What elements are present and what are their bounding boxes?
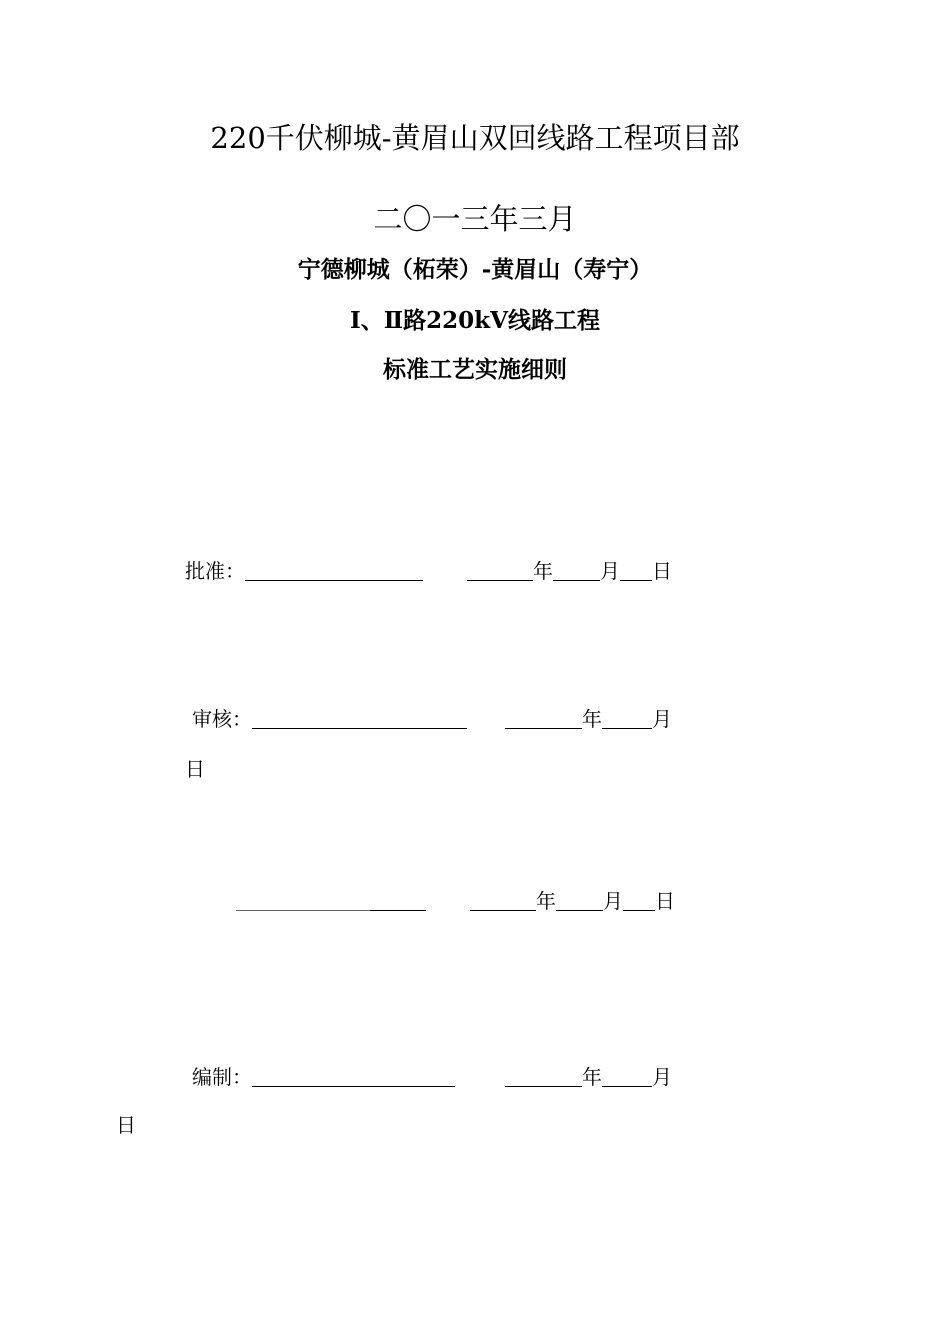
day-label: 日 [655,889,675,913]
compile-row [192,1066,672,1087]
approve-year-field[interactable] [467,560,533,581]
month-label: 月 [652,1065,672,1089]
year-label: 年 [582,707,602,731]
approve-label: 批准： [185,559,245,583]
review-label: 审核： [192,707,252,731]
compile-label: 编制： [192,1065,252,1089]
review-day-label: 日 [185,757,205,781]
year-label: 年 [536,889,556,913]
approve-day-field[interactable] [620,560,652,581]
year-label: 年 [533,559,553,583]
month-label: 月 [603,889,623,913]
title-line-3: 标准工艺实施细则 [383,356,567,383]
unlabeled-day-field[interactable] [623,890,655,911]
compile-year-field[interactable] [505,1066,582,1087]
approve-signature-field[interactable] [245,560,423,581]
unlabeled-signature-field[interactable] [370,890,426,911]
title-line-2: Ⅰ、Ⅱ路220kV线路工程 [350,307,600,334]
review-month-field[interactable] [602,708,652,729]
compile-day-label: 日 [116,1113,136,1137]
compile-signature-field[interactable] [252,1066,455,1087]
organization-title: 220千伏柳城-黄眉山双回线路工程项目部 [210,121,740,155]
approve-row [185,560,672,581]
review-year-field[interactable] [505,708,582,729]
unlabeled-month-field[interactable] [556,890,603,911]
month-label: 月 [652,707,672,731]
month-label: 月 [600,559,620,583]
year-label: 年 [582,1065,602,1089]
day-label: 日 [652,559,672,583]
document-date: 二〇一三年三月 [373,202,577,236]
title-line-1: 宁德柳城（柘荣）-黄眉山（寿宁） [297,256,653,283]
unlabeled-row [236,890,675,911]
unlabeled-signature-field-light[interactable] [236,890,370,911]
compile-month-field[interactable] [602,1066,652,1087]
review-row [192,708,672,729]
review-signature-field[interactable] [252,708,467,729]
unlabeled-year-field[interactable] [470,890,536,911]
approve-month-field[interactable] [553,560,600,581]
